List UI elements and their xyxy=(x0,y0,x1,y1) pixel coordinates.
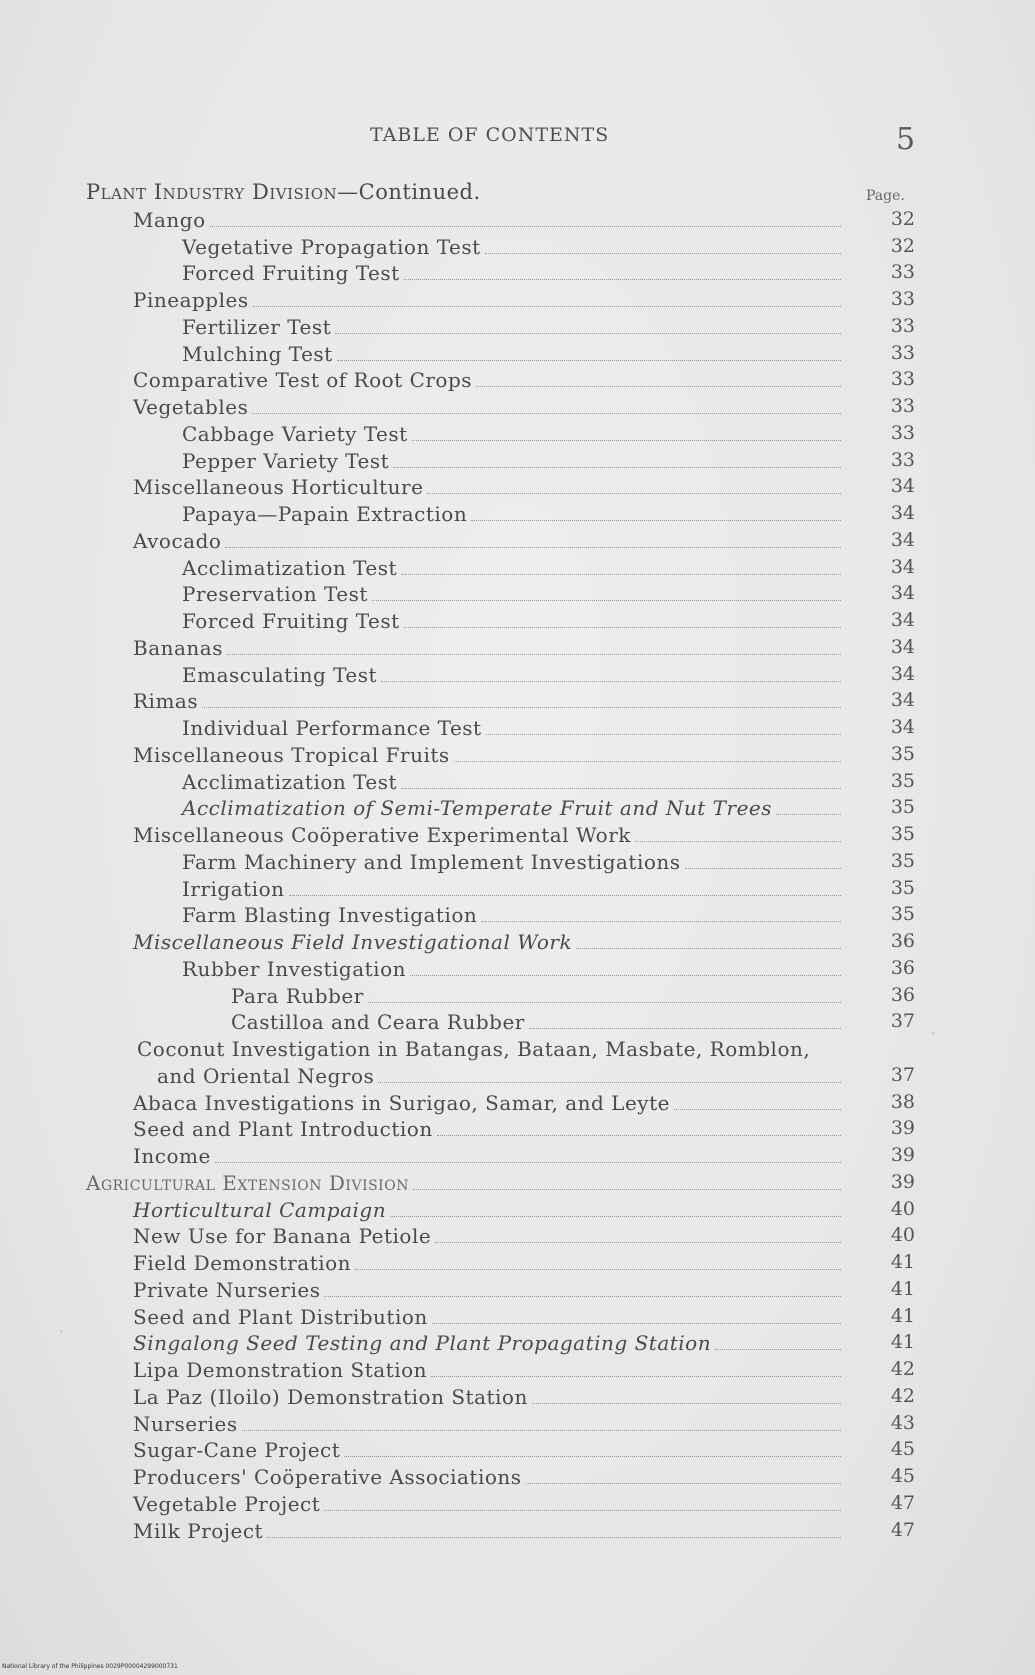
dot-leader xyxy=(674,1109,841,1110)
dot-leader xyxy=(267,1537,841,1538)
dot-leader xyxy=(432,1323,841,1324)
toc-entry-label: Income xyxy=(133,1144,211,1168)
toc-entry xyxy=(0,820,1035,847)
toc-entry-page: 34 xyxy=(890,555,915,578)
toc-entry-text xyxy=(133,1117,841,1141)
toc-entry xyxy=(0,392,1035,419)
dot-leader xyxy=(410,975,841,976)
toc-entry-page: 34 xyxy=(890,716,915,738)
toc-entry-label: Mulching Test xyxy=(182,341,333,366)
toc-entry-page: 34 xyxy=(890,582,915,605)
toc-entry-text xyxy=(157,1064,841,1088)
toc-entry-page: 33 xyxy=(890,368,915,391)
toc-entry-label: Bananas xyxy=(133,635,223,660)
dot-leader xyxy=(427,493,841,494)
toc-entry-label: Miscellaneous Tropical Fruits xyxy=(133,742,450,767)
toc-entry-text xyxy=(182,877,841,901)
toc-entry-label: La Paz (Iloilo) Demonstration Station xyxy=(133,1384,528,1409)
toc-entry-page: 42 xyxy=(890,1358,915,1380)
toc-entry-label: Sugar-Cane Project xyxy=(133,1438,341,1463)
toc-entry xyxy=(0,767,1035,794)
toc-list xyxy=(0,205,1035,1543)
toc-entry-label: Singalong Seed Testing and Plant Propagating Station xyxy=(133,1331,712,1356)
toc-entry-label: Acclimatization Test xyxy=(182,769,398,794)
toc-entry-label: Vegetables xyxy=(133,395,249,419)
toc-entry-text xyxy=(133,1224,841,1248)
toc-entry-label: Papaya—Papain Extraction xyxy=(182,502,468,526)
toc-entry-label: Forced Fruiting Test xyxy=(182,609,400,633)
toc-entry-text xyxy=(133,208,841,232)
toc-entry-text xyxy=(133,636,841,660)
dot-leader xyxy=(476,386,841,387)
toc-entry-text xyxy=(231,1010,841,1034)
toc-entry-text xyxy=(133,1492,841,1516)
toc-entry-text xyxy=(133,288,841,312)
toc-entry xyxy=(0,232,1035,259)
dot-leader xyxy=(529,1028,841,1029)
toc-entry xyxy=(0,446,1035,473)
toc-entry-label: Castilloa and Ceara Rubber xyxy=(231,1010,525,1035)
toc-entry-page: 34 xyxy=(890,528,915,551)
toc-entry-text xyxy=(86,1171,841,1195)
toc-entry-label: Fertilizer Test xyxy=(182,314,332,339)
toc-entry xyxy=(0,794,1035,821)
dot-leader xyxy=(344,1456,841,1457)
page-number: 5 xyxy=(896,122,916,157)
toc-entry-text xyxy=(182,315,841,339)
toc-entry-page: 34 xyxy=(890,475,915,498)
dot-leader xyxy=(372,600,841,601)
toc-entry-label: Seed and Plant Distribution xyxy=(133,1304,428,1329)
toc-entry-text xyxy=(182,342,841,366)
toc-entry-text xyxy=(133,395,841,419)
toc-entry-page: 35 xyxy=(890,796,915,819)
toc-entry-text xyxy=(182,582,841,606)
toc-entry-page: 35 xyxy=(890,769,915,792)
section-title: Plant Industry Division xyxy=(86,180,338,204)
dot-leader xyxy=(454,761,841,762)
toc-entry xyxy=(0,660,1035,687)
toc-entry-text xyxy=(133,743,841,767)
toc-entry xyxy=(0,1409,1035,1436)
toc-entry-label: Agricultural Extension Division xyxy=(86,1170,409,1195)
dot-leader xyxy=(381,681,841,682)
toc-entry-label: Pineapples xyxy=(133,288,249,312)
toc-entry xyxy=(0,205,1035,232)
toc-entry-text xyxy=(133,1278,841,1302)
toc-entry-page: 37 xyxy=(890,1010,915,1033)
dot-leader xyxy=(227,654,841,655)
toc-entry xyxy=(0,633,1035,660)
toc-entry xyxy=(0,526,1035,553)
toc-entry-label: Mango xyxy=(133,207,206,232)
toc-entry xyxy=(0,1168,1035,1195)
toc-entry-page: 47 xyxy=(890,1518,915,1541)
toc-entry xyxy=(0,901,1035,928)
toc-entry-page: 45 xyxy=(890,1438,915,1461)
dot-leader xyxy=(412,440,841,441)
toc-entry-page: 34 xyxy=(890,662,915,685)
dot-leader xyxy=(404,627,841,628)
toc-entry-page: 35 xyxy=(890,742,915,765)
toc-entry-label: Rimas xyxy=(133,689,199,714)
toc-entry-label: Cabbage Variety Test xyxy=(182,421,408,446)
toc-entry-text xyxy=(182,422,841,446)
toc-entry xyxy=(0,687,1035,714)
toc-entry xyxy=(0,339,1035,366)
toc-entry xyxy=(0,499,1035,526)
toc-entry-page: 41 xyxy=(890,1277,915,1300)
toc-entry-label: Acclimatization of Semi-Temperate Fruit and Nut Trees xyxy=(182,796,773,821)
toc-entry-label: Nurseries xyxy=(133,1411,238,1436)
toc-entry-text xyxy=(231,984,841,1008)
toc-entry-page: 34 xyxy=(890,609,915,631)
dot-leader xyxy=(355,1269,841,1270)
toc-entry-text xyxy=(182,502,841,526)
toc-entry-label: Pepper Variety Test xyxy=(182,448,390,473)
toc-entry xyxy=(0,1195,1035,1222)
dot-leader xyxy=(225,547,841,548)
dot-leader xyxy=(526,1483,841,1484)
toc-entry xyxy=(0,1061,1035,1088)
toc-entry-page: 33 xyxy=(890,341,915,364)
section-continued: —Continued. xyxy=(337,180,481,204)
toc-entry xyxy=(0,1489,1035,1516)
toc-entry-text xyxy=(133,1144,841,1168)
toc-entry xyxy=(0,366,1035,393)
toc-entry-page: 40 xyxy=(890,1224,915,1247)
toc-entry-text xyxy=(133,1331,841,1355)
toc-entry xyxy=(0,1275,1035,1302)
toc-entry-page: 34 xyxy=(890,635,915,658)
toc-entry-text xyxy=(133,529,841,553)
dot-leader xyxy=(431,1376,841,1377)
toc-entry-page: 34 xyxy=(890,502,915,524)
toc-entry-page: 32 xyxy=(890,207,915,230)
toc-entry-text xyxy=(182,957,841,981)
toc-entry-page: 35 xyxy=(890,876,915,899)
dot-leader xyxy=(635,841,841,842)
dot-leader xyxy=(715,1349,841,1350)
toc-entry xyxy=(0,927,1035,954)
dot-leader xyxy=(289,895,842,896)
toc-entry-label: Farm Blasting Investigation xyxy=(182,903,478,928)
toc-entry xyxy=(0,1248,1035,1275)
toc-entry-text xyxy=(133,823,841,847)
dot-leader xyxy=(368,1002,841,1003)
toc-entry-text xyxy=(133,1519,841,1543)
toc-entry-label: Horticultural Campaign xyxy=(133,1197,387,1222)
toc-entry-text xyxy=(133,475,841,499)
toc-entry-page: 35 xyxy=(890,903,915,926)
page-column-label: Page. xyxy=(866,188,905,204)
toc-entry-page: 37 xyxy=(890,1063,915,1086)
toc-entry-page: 36 xyxy=(890,983,915,1006)
dot-leader xyxy=(202,707,841,708)
footer-credit: National Library of the Philippines 0029P00004299000731 xyxy=(2,1663,178,1670)
dot-leader xyxy=(215,1162,841,1163)
toc-entry-text xyxy=(182,261,841,285)
toc-entry xyxy=(0,285,1035,312)
toc-entry-page: 41 xyxy=(890,1304,915,1327)
toc-entry-page: 39 xyxy=(890,1117,915,1140)
dot-leader xyxy=(337,360,841,361)
section-heading xyxy=(86,180,481,204)
toc-entry-label: Lipa Demonstration Station xyxy=(133,1358,428,1382)
toc-entry xyxy=(0,1141,1035,1168)
dot-leader xyxy=(485,253,841,254)
toc-entry-page: 36 xyxy=(890,956,915,979)
toc-entry-label: Abaca Investigations in Surigao, Samar, and Leyte xyxy=(133,1090,670,1115)
toc-entry xyxy=(0,473,1035,500)
dot-leader xyxy=(401,788,841,789)
toc-entry-label: Vegetable Project xyxy=(133,1491,321,1516)
toc-entry-page: 39 xyxy=(890,1170,915,1193)
toc-entry xyxy=(0,1382,1035,1409)
toc-entry xyxy=(0,606,1035,633)
toc-entry xyxy=(0,847,1035,874)
dot-leader xyxy=(242,1430,841,1431)
toc-entry-label: and Oriental Negros xyxy=(157,1063,375,1088)
toc-entry xyxy=(0,419,1035,446)
toc-entry xyxy=(0,874,1035,901)
toc-entry-page: 39 xyxy=(890,1144,915,1166)
toc-entry-page: 36 xyxy=(890,930,915,952)
dot-leader xyxy=(413,1189,841,1190)
toc-entry xyxy=(0,1088,1035,1115)
dot-leader xyxy=(532,1403,841,1404)
dot-leader xyxy=(404,279,841,280)
toc-entry-text xyxy=(133,1091,841,1115)
toc-entry-page: 41 xyxy=(890,1251,915,1273)
toc-entry-label: Para Rubber xyxy=(231,983,364,1008)
dot-leader xyxy=(486,734,841,735)
toc-entry-label: Rubber Investigation xyxy=(182,956,406,981)
toc-entry-label: Forced Fruiting Test xyxy=(182,261,400,286)
toc-entry xyxy=(0,312,1035,339)
toc-entry xyxy=(0,1008,1035,1035)
toc-entry-page: 35 xyxy=(890,823,915,845)
toc-entry xyxy=(0,1462,1035,1489)
toc-entry xyxy=(0,954,1035,981)
dot-leader xyxy=(324,1296,841,1297)
toc-entry xyxy=(0,580,1035,607)
toc-entry-text xyxy=(133,1358,841,1382)
toc-entry-label: Preservation Test xyxy=(182,582,368,607)
dot-leader xyxy=(435,1242,841,1243)
dot-leader xyxy=(324,1510,841,1511)
toc-entry-text xyxy=(133,689,841,713)
toc-entry-page: 33 xyxy=(890,261,915,284)
toc-entry-page: 32 xyxy=(890,234,915,257)
toc-entry-label: Vegetative Propagation Test xyxy=(182,234,481,259)
toc-entry xyxy=(0,1355,1035,1382)
toc-entry-page: 45 xyxy=(890,1465,915,1487)
toc-entry-text xyxy=(133,1465,841,1489)
toc-entry-label: Miscellaneous Field Investigational Work xyxy=(133,930,573,954)
toc-entry-label: Avocado xyxy=(133,528,222,553)
dot-leader xyxy=(437,1135,841,1136)
toc-entry-label: Individual Performance Test xyxy=(182,716,482,740)
toc-entry-label: Producers' Coöperative Associations xyxy=(133,1465,522,1489)
toc-entry-label: New Use for Banana Petiole xyxy=(133,1224,432,1249)
toc-entry-page: 33 xyxy=(890,448,915,471)
toc-entry-text xyxy=(182,556,841,580)
toc-entry-text xyxy=(182,235,841,259)
toc-entry-page: 41 xyxy=(890,1331,915,1354)
toc-entry xyxy=(0,259,1035,286)
dot-leader xyxy=(776,814,841,815)
toc-entry-page: 33 xyxy=(890,421,915,444)
running-title: TABLE OF CONTENTS xyxy=(370,124,610,146)
toc-entry-text xyxy=(182,770,841,794)
toc-entry-label: Farm Machinery and Implement Investigations xyxy=(182,849,681,874)
toc-entry-label: Emasculating Test xyxy=(182,662,378,687)
toc-entry-text xyxy=(133,368,841,392)
toc-entry xyxy=(0,713,1035,740)
toc-entry xyxy=(0,1436,1035,1463)
toc-entry xyxy=(0,1302,1035,1329)
toc-entry xyxy=(0,1222,1035,1249)
toc-entry-text xyxy=(182,850,841,874)
toc-entry-page: 33 xyxy=(890,314,915,337)
toc-entry-page: 35 xyxy=(890,849,915,872)
dot-leader xyxy=(210,226,841,227)
toc-entry-text xyxy=(137,1037,845,1061)
dot-leader xyxy=(378,1082,841,1083)
toc-entry-page: 43 xyxy=(890,1411,915,1434)
toc-entry-label: Miscellaneous Horticulture xyxy=(133,475,424,500)
toc-entry xyxy=(0,1516,1035,1543)
toc-entry-page: 40 xyxy=(890,1197,915,1220)
dot-leader xyxy=(253,306,841,307)
toc-entry-page: 47 xyxy=(890,1491,915,1514)
dot-leader xyxy=(401,574,841,575)
dot-leader xyxy=(390,1216,841,1217)
toc-entry-text xyxy=(133,1438,841,1462)
toc-entry-label: Comparative Test of Root Crops xyxy=(133,368,473,393)
toc-entry xyxy=(0,1034,1035,1061)
dot-leader xyxy=(471,520,841,521)
dot-leader xyxy=(576,948,841,949)
toc-entry-text xyxy=(133,1251,841,1275)
dot-leader xyxy=(685,868,841,869)
toc-entry-label: Miscellaneous Coöperative Experimental Work xyxy=(133,823,631,847)
toc-entry-text xyxy=(133,930,841,954)
toc-entry-label: Field Demonstration xyxy=(133,1251,352,1275)
toc-entry xyxy=(0,740,1035,767)
toc-entry-text xyxy=(133,1198,841,1222)
toc-entry xyxy=(0,981,1035,1008)
toc-entry-label: Milk Project xyxy=(133,1518,264,1543)
toc-entry-text xyxy=(133,1412,841,1436)
toc-entry-page: 42 xyxy=(890,1384,915,1407)
toc-entry-label: Seed and Plant Introduction xyxy=(133,1117,433,1142)
toc-entry-text xyxy=(182,449,841,473)
dot-leader xyxy=(252,413,841,414)
toc-entry-text xyxy=(133,1385,841,1409)
toc-entry xyxy=(0,1115,1035,1142)
toc-entry-page: 34 xyxy=(890,689,915,712)
toc-entry-text xyxy=(133,1305,841,1329)
dot-leader xyxy=(481,921,841,922)
toc-entry xyxy=(0,1329,1035,1356)
toc-entry-label: Irrigation xyxy=(182,876,285,901)
toc-entry-text xyxy=(182,903,841,927)
dot-leader xyxy=(335,333,841,334)
toc-entry-label: Acclimatization Test xyxy=(182,555,398,580)
toc-entry-text xyxy=(182,796,841,820)
toc-entry xyxy=(0,553,1035,580)
toc-entry-page: 33 xyxy=(890,288,915,310)
dot-leader xyxy=(393,467,841,468)
toc-entry-text xyxy=(182,609,841,633)
toc-entry-page: 38 xyxy=(890,1090,915,1113)
toc-entry-text xyxy=(182,663,841,687)
toc-entry-label: Private Nurseries xyxy=(133,1277,321,1302)
toc-entry-text xyxy=(182,716,841,740)
toc-entry-page: 33 xyxy=(890,395,915,417)
toc-entry-label: Coconut Investigation in Batangas, Bataan, Masbate, Romblon, xyxy=(137,1037,811,1061)
